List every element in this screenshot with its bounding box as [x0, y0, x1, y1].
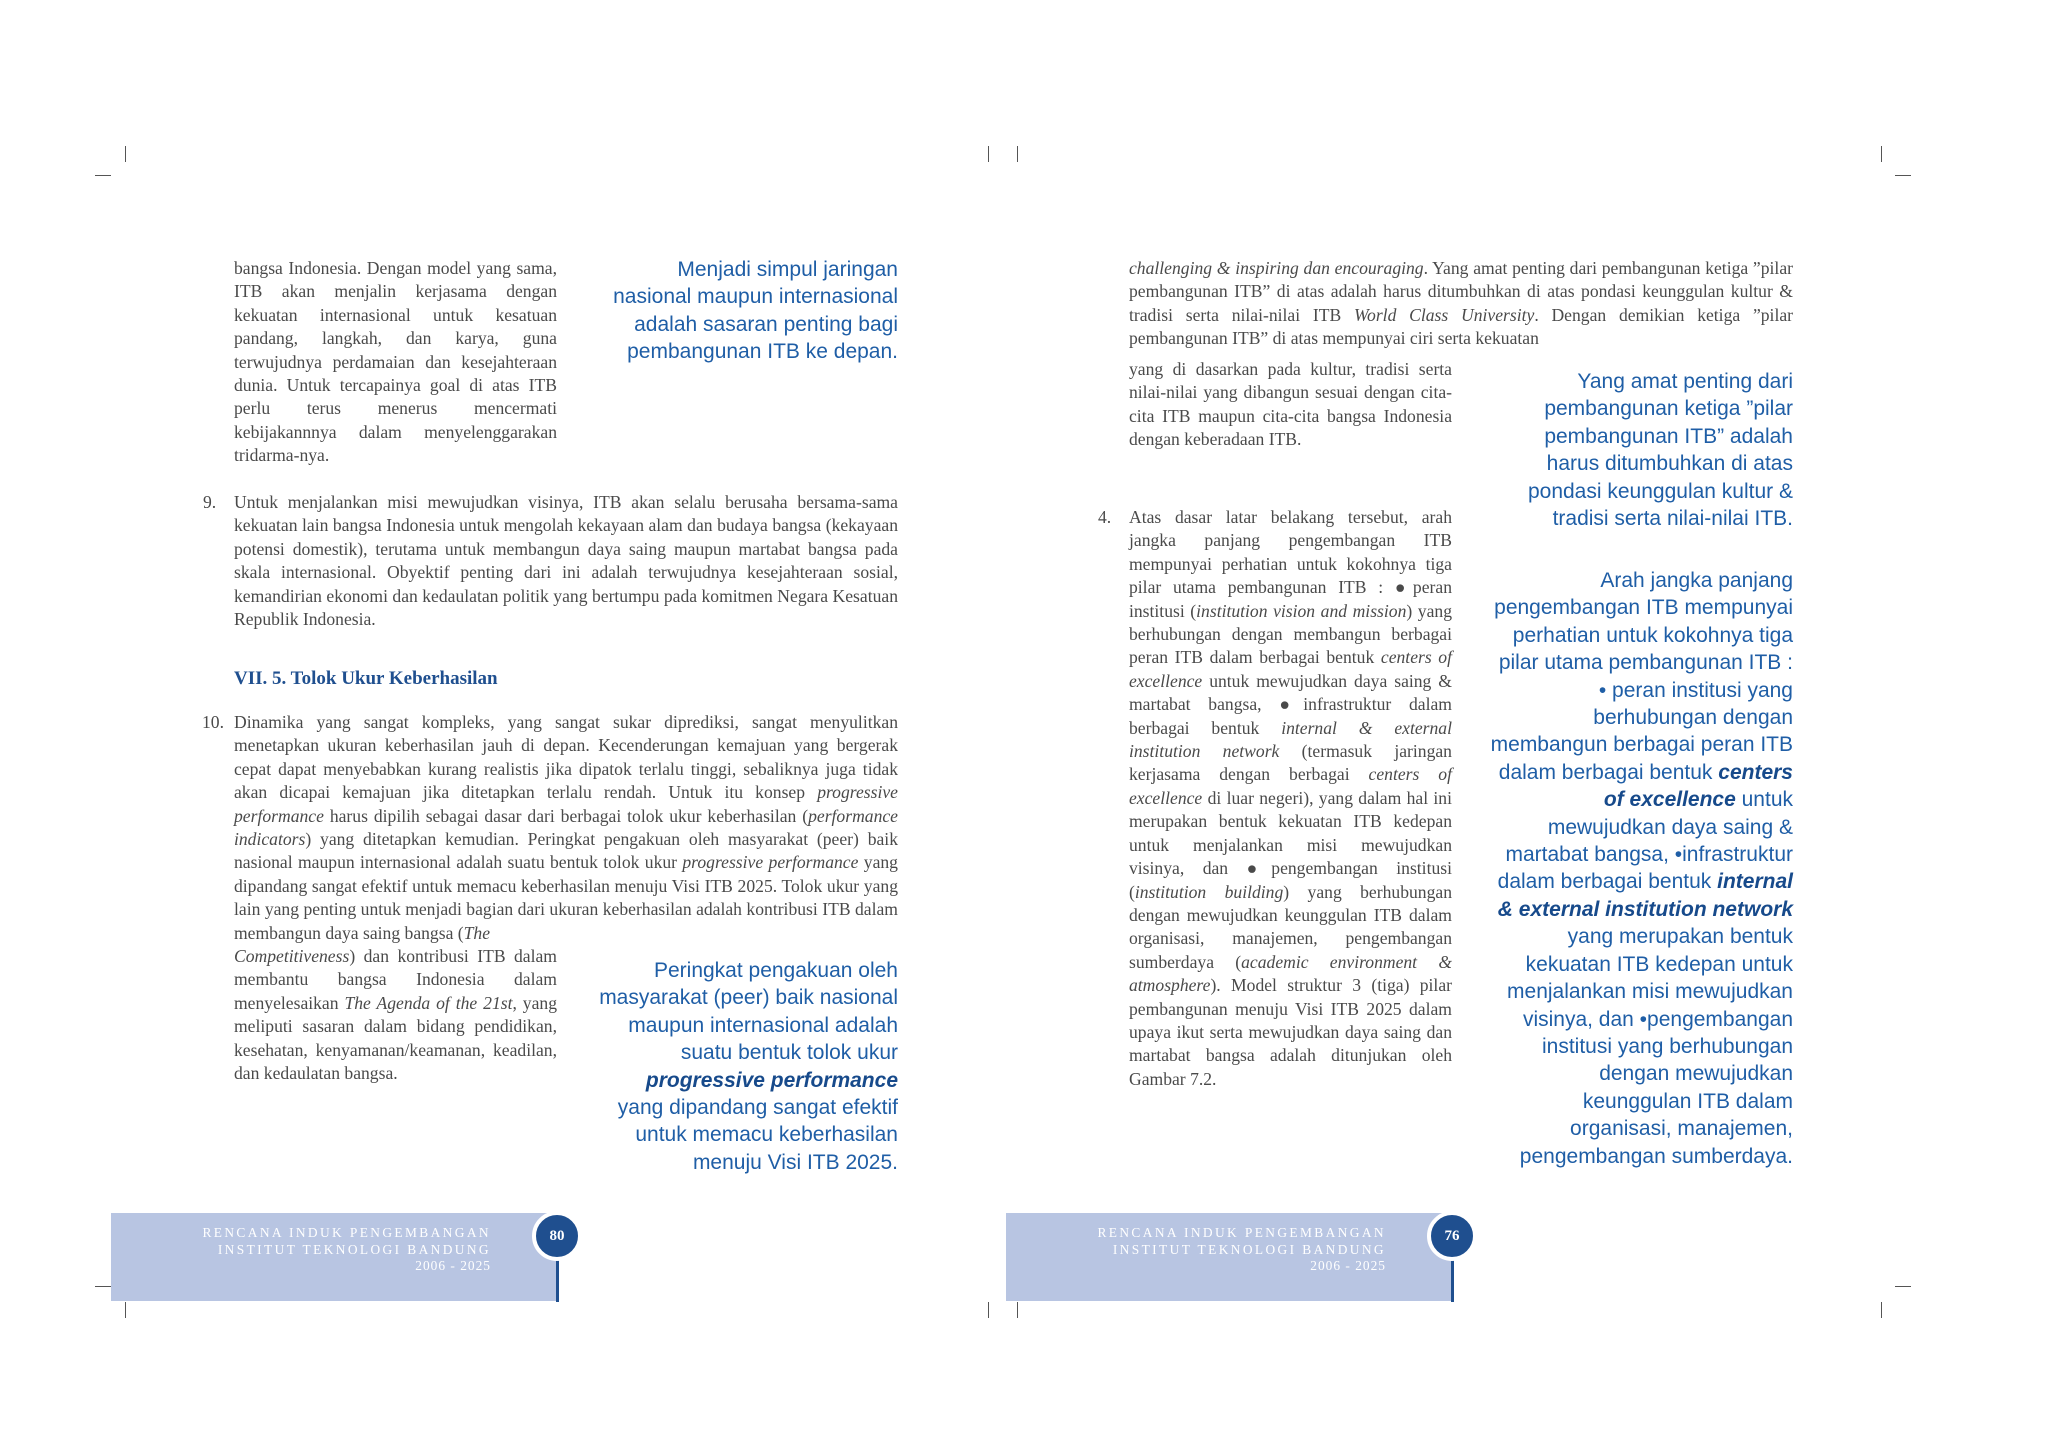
- left-footer-band: [111, 1213, 557, 1301]
- item-9-number: 9.: [203, 492, 217, 512]
- footer-line: RENCANA INDUK PENGEMBANGAN: [202, 1225, 491, 1240]
- item-10-paragraph: Dinamika yang sangat kompleks, yang sangat sukar diprediksi, sangat menyulitkan menetapkan ukuran keberhasilan jauh di depan. Kecenderungan kemajuan yang bergerak cepat dapat menyebabkan kurang realistis jika dipatok terlalu tinggi, sebaliknya juga tidak akan dicapai kemajuan jika ditetapkan terlalu rendah. Untuk itu konsep progressive performance harus dipilih sebagai dasar dari berbagai tolok ukur keberhasilan (performance indicators) yang ditetapkan kemudian. Peringkat pengakuan oleh masyarakat (peer) baik nasional maupun internasional adalah suatu bentuk tolok ukur progressive performance yang dipandang sangat efektif untuk memacu keberhasilan menuju Visi ITB 2025. Tolok ukur yang lain yang penting untuk menjadi bagian dari ukuran keberhasilan adalah kontribusi ITB dalam membangun daya saing bangsa (The: [234, 712, 898, 943]
- crop-mark: [1017, 1302, 1018, 1318]
- footer-years: 2006 - 2025: [1310, 1258, 1386, 1274]
- item-9-paragraph: Untuk menjalankan misi mewujudkan visinya, ITB akan selalu berusaha bersama-sama kekuatan lain bangsa Indonesia untuk mengolah kekayaan alam dan budaya bangsa (kekayaan potensi domestik), terutama untuk membangun daya saing maupun martabat bangsa pada skala internasional. Obyektif penting dari ini adalah terwujudnya kesejahteraan sosial, kemandirian ekonomi dan kedaulatan politik yang bertumpu pada komitmen Negara Kesatuan Republik Indonesia.: [234, 492, 898, 630]
- left-badge-line: [556, 1256, 559, 1302]
- crop-mark: [988, 146, 989, 162]
- crop-mark: [125, 146, 126, 162]
- right-page-number: 76: [1427, 1211, 1477, 1261]
- footer-line: INSTITUT TEKNOLOGI BANDUNG: [217, 1241, 491, 1257]
- right-pull-quote-2: Arah jangka panjang pengembangan ITB mempunyai perhatian untuk kokohnya tiga pilar utama pembangunan ITB : • peran institusi yang berhubungan dengan membangun berbagai peran ITB dalam berbagai bentuk centers of excellence untuk mewujudkan daya saing & martabat bangsa, •infrastruktur dalam berbagai bentuk internal & external institution network yang merupakan bentuk kekuatan ITB kedepan untuk menjalankan misi mewujudkan visinya, dan •pengembangan institusi yang berhubungan dengan mewujudkan keunggulan ITB dalam organisasi, manajemen, pengembangan sumberdaya.: [1490, 569, 1793, 1168]
- right-footer-title: [1097, 1225, 1386, 1275]
- right-pull-quote-1: Yang amat penting dari pembangunan ketiga ”pilar pembangunan ITB” adalah harus ditumbuhkan di atas pondasi keunggulan kultur & tradisi serta nilai-nilai ITB.: [1527, 370, 1793, 531]
- crop-mark: [1895, 1286, 1911, 1287]
- footer-years: 2006 - 2025: [415, 1258, 491, 1274]
- crop-mark: [1881, 1302, 1882, 1318]
- footer-line: INSTITUT TEKNOLOGI BANDUNG: [1112, 1241, 1386, 1257]
- right-top-continuation: yang di dasarkan pada kultur, tradisi serta nilai-nilai yang dibangun sesuai dengan cita-cita ITB maupun cita-cita bangsa Indonesia dengan keberadaan ITB.: [1129, 359, 1452, 450]
- left-intro-paragraph: bangsa Indonesia. Dengan model yang sama, ITB akan menjalin kerjasama dengan kekuatan internasional untuk kesatuan pandang, langkah, dan karya, guna terwujudnya perdamaian dan kesejahteraan dunia. Untuk tercapainya goal di atas ITB perlu terus menerus mencermati kebijakannnya dalam menyelenggarakan tridarma-nya.: [234, 258, 557, 466]
- left-pull-quote-1: Menjadi simpul jaringan nasional maupun internasional adalah sasaran penting bagi pembangunan ITB ke depan.: [613, 258, 898, 364]
- right-top-paragraph: challenging & inspiring dan encouraging. Yang amat penting dari pembangunan ketiga ”pilar pembangunan ITB” di atas adalah harus ditumbuhkan di atas pondasi keunggulan kultur & tradisi serta nilai-nilai ITB World Class University. Dengan demikian ketiga ”pilar pembangunan ITB” di atas mempunyai ciri serta kekuatan: [1129, 258, 1793, 349]
- crop-mark: [95, 1286, 111, 1287]
- crop-mark: [95, 175, 111, 176]
- footer-line: RENCANA INDUK PENGEMBANGAN: [1097, 1225, 1386, 1240]
- left-page-number: 80: [532, 1211, 582, 1261]
- crop-mark: [1881, 146, 1882, 162]
- item-4-number: 4.: [1098, 507, 1112, 527]
- crop-mark: [988, 1302, 989, 1318]
- item-4-paragraph: Atas dasar latar belakang tersebut, arah jangka panjang pengembangan ITB mempunyai perhatian untuk kokohnya tiga pilar utama pembangunan ITB : ●peran institusi (institution vision and mission) yang berhubungan dengan membangun berbagai peran ITB dalam berbagai bentuk centers of excellence untuk mewujudkan daya saing & martabat bangsa, ●infrastruktur dalam berbagai bentuk internal & external institution network (termasuk jaringan kerjasama dengan berbagai centers of excellence di luar negeri), yang dalam hal ini merupakan bentuk kekuatan ITB kedepan untuk menjalankan misi mewujudkan visinya, dan ●pengembangan institusi (institution building) yang berhubungan dengan mewujudkan keunggulan ITB dalam organisasi, manajemen, pengembangan sumberdaya (academic environment & atmosphere). Model struktur 3 (tiga) pilar pembangunan menuju Visi ITB 2025 dalam upaya ikut serta mewujudkan daya saing dan martabat bangsa adalah ditunjukan oleh Gambar 7.2.: [1129, 507, 1453, 1089]
- crop-mark: [125, 1302, 126, 1318]
- item-10-number: 10.: [202, 712, 224, 732]
- left-footer-title: [202, 1225, 491, 1275]
- right-footer-band: [1006, 1213, 1452, 1301]
- right-badge-line: [1451, 1256, 1454, 1302]
- crop-mark: [1895, 175, 1911, 176]
- item-10-continuation: Competitiveness) dan kontribusi ITB dalam membantu bangsa Indonesia dalam menyelesaikan The Agenda of the 21st, yang meliputi sasaran dalam bidang pendidikan, kesehatan, kenyamanan/keamanan, keadilan, dan kedaulatan bangsa.: [234, 946, 558, 1084]
- section-heading: VII. 5. Tolok Ukur Keberhasilan: [234, 668, 498, 689]
- crop-mark: [1017, 146, 1018, 162]
- left-pull-quote-2: Peringkat pengakuan oleh masyarakat (peer) baik nasional maupun internasional adalah suatu bentuk tolok ukur progressive performance yang dipandang sangat efektif untuk memacu keberhasilan menuju Visi ITB 2025.: [599, 959, 898, 1174]
